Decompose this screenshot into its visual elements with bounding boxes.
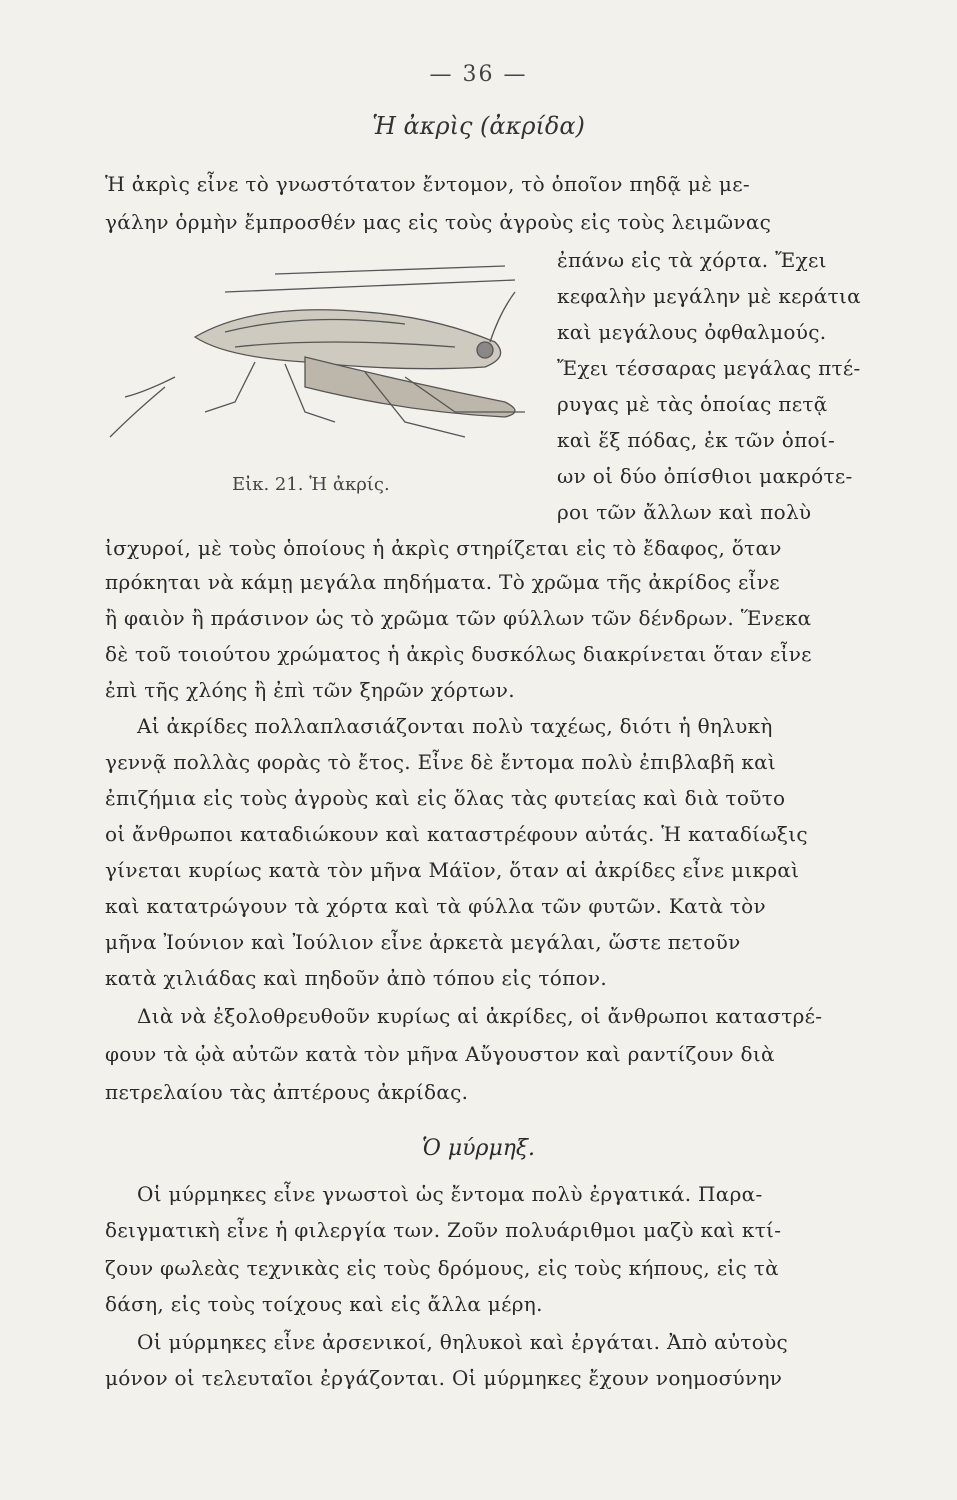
text-line: γάλην ὁρμὴν ἔμπροσθέν μας εἰς τοὺς ἀγροὺς εἰς τοὺς λειμῶνας xyxy=(105,210,772,234)
section-title-myrmex: Ὁ μύρμηξ. xyxy=(421,1136,536,1161)
text-line: δάση, εἰς τοὺς τοίχους καὶ εἰς ἄλλα μέρη. xyxy=(105,1292,543,1316)
text-line: πρόκηται νὰ κάμῃ μεγάλα πηδήματα. Τὸ χρῶμα τῆς ἀκρίδος εἶνε xyxy=(105,570,780,594)
text-line: γεννᾷ πολλὰς φορὰς τὸ ἔτος. Εἶνε δὲ ἔντομα πολὺ ἐπιβλαβῆ καὶ xyxy=(105,750,777,774)
text-line: ροι τῶν ἄλλων καὶ πολὺ xyxy=(557,500,812,524)
text-line: Ἔχει τέσσαρας μεγάλας πτέ- xyxy=(557,356,861,380)
text-line: καὶ μεγάλους ὀφθαλμούς. xyxy=(557,320,827,344)
text-line: φουν τὰ ᾠὰ αὐτῶν κατὰ τὸν μῆνα Αὔγουστον καὶ ραντίζουν διὰ xyxy=(105,1042,775,1066)
text-line: ἢ φαιὸν ἢ πράσινον ὡς τὸ χρῶμα τῶν φύλλων τῶν δένδρων. Ἕνεκα xyxy=(105,606,812,630)
text-line: Ἡ ἀκρὶς εἶνε τὸ γνωστότατον ἔντομον, τὸ ὁποῖον πηδᾷ μὲ με- xyxy=(105,172,750,196)
text-line: ρυγας μὲ τὰς ὁποίας πετᾷ xyxy=(557,392,828,416)
section-title-akris: Ἡ ἀκρὶς (ἀκρίδα) xyxy=(372,112,585,140)
text-line: δειγματικὴ εἶνε ἡ φιλεργία των. Ζοῦν πολυάριθμοι μαζὺ καὶ κτί- xyxy=(105,1218,782,1242)
text-line: Οἱ μύρμηκες εἶνε γνωστοὶ ὡς ἔντομα πολὺ ἐργατικά. Παρα- xyxy=(137,1182,763,1206)
page-number: — 36 — xyxy=(429,62,528,87)
text-line: γίνεται κυρίως κατὰ τὸν μῆνα Μάϊον, ὅταν αἱ ἀκρίδες εἶνε μικραὶ xyxy=(105,858,800,882)
text-line: οἱ ἄνθρωποι καταδιώκουν καὶ καταστρέφουν αὐτάς. Ἡ καταδίωξις xyxy=(105,822,808,846)
text-line: ζουν φωλεὰς τεχνικὰς εἰς τοὺς δρόμους, εἰς τοὺς κήπους, εἰς τὰ xyxy=(105,1256,779,1280)
text-line: μῆνα Ἰούνιον καὶ Ἰούλιον εἶνε ἀρκετὰ μεγάλαι, ὥστε πετοῦν xyxy=(105,930,741,954)
figure-caption: Εἰκ. 21. Ἡ ἀκρίς. xyxy=(232,474,390,495)
text-line: ἐπάνω εἰς τὰ χόρτα. Ἔχει xyxy=(557,248,827,272)
text-line: δὲ τοῦ τοιούτου χρώματος ἡ ἀκρὶς δυσκόλως διακρίνεται ὅταν εἶνε xyxy=(105,642,812,666)
text-line: κεφαλὴν μεγάλην μὲ κεράτια xyxy=(557,284,861,308)
text-line: Αἱ ἀκρίδες πολλαπλασιάζονται πολὺ ταχέως, διότι ἡ θηλυκὴ xyxy=(137,714,773,738)
grasshopper-illustration-icon xyxy=(105,262,535,462)
text-line: πετρελαίου τὰς ἀπτέρους ἀκρίδας. xyxy=(105,1080,469,1104)
text-line: καὶ κατατρώγουν τὰ χόρτα καὶ τὰ φύλλα τῶν φυτῶν. Κατὰ τὸν xyxy=(105,894,766,918)
text-line: καὶ ἕξ πόδας, ἐκ τῶν ὁποί- xyxy=(557,428,836,452)
text-line: ων οἱ δύο ὀπίσθιοι μακρότε- xyxy=(557,464,853,488)
text-line: μόνον οἱ τελευταῖοι ἐργάζονται. Οἱ μύρμηκες ἔχουν νοημοσύνην xyxy=(105,1366,783,1390)
text-line: ἰσχυροί, μὲ τοὺς ὁποίους ἡ ἀκρὶς στηρίζεται εἰς τὸ ἔδαφος, ὅταν xyxy=(105,536,782,560)
text-line: κατὰ χιλιάδας καὶ πηδοῦν ἀπὸ τόπου εἰς τόπον. xyxy=(105,966,608,990)
text-line: Οἱ μύρμηκες εἶνε ἀρσενικοί, θηλυκοὶ καὶ ἐργάται. Ἀπὸ αὐτοὺς xyxy=(137,1330,789,1354)
text-line: ἐπὶ τῆς χλόης ἢ ἐπὶ τῶν ξηρῶν χόρτων. xyxy=(105,678,515,702)
text-line: ἐπιζήμια εἰς τοὺς ἀγροὺς καὶ εἰς ὅλας τὰς φυτείας καὶ διὰ τοῦτο xyxy=(105,786,786,810)
text-line: Διὰ νὰ ἐξολοθρευθοῦν κυρίως αἱ ἀκρίδες, οἱ ἄνθρωποι καταστρέ- xyxy=(137,1004,823,1028)
